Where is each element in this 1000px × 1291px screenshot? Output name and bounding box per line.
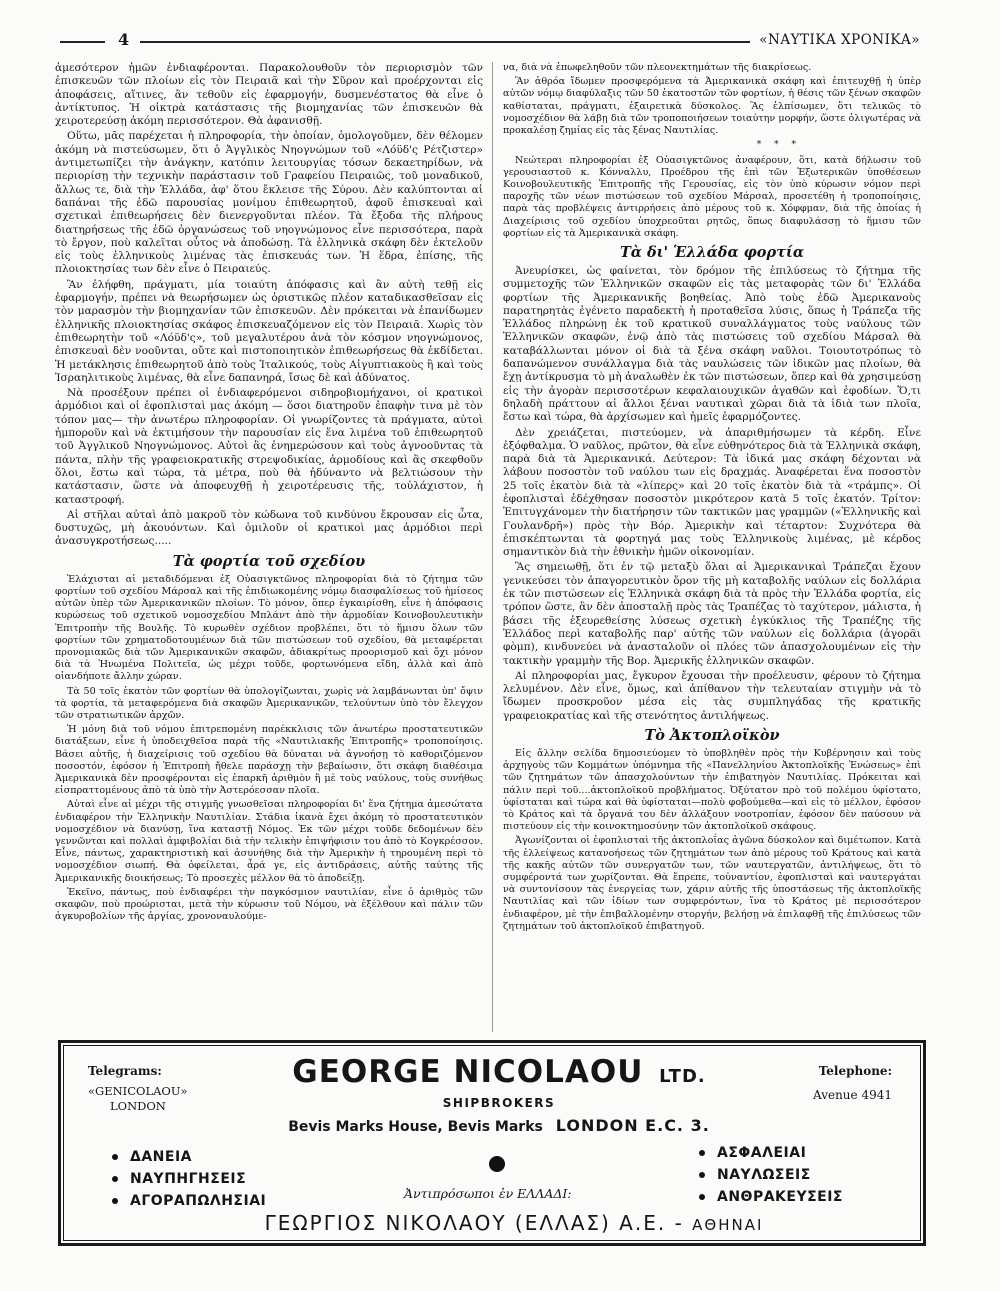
cable-address: «GENICOLAOU» [88, 1084, 188, 1098]
representatives-label: Ἀντιπρόσωποι ἐν ΕΛΛΑΔΙ: [404, 1186, 572, 1201]
company-name-block [284, 1054, 714, 1090]
page-header [60, 30, 920, 52]
paragraph: να, διὰ νὰ ἐπωφεληθοῦν τῶν πλεονεκτημάτων τῆς διακρίσεως. [503, 62, 812, 73]
service-label: ΝΑΥΛΩΣΕΙΣ [717, 1167, 811, 1183]
paragraph: Τὰ 50 τοῖς ἑκατὸν τῶν φορτίων θὰ ὑπολογίζωνται, χωρὶς νὰ λαμβάνωνται ὑπ' ὄψιν τὰ φορτία, τὰ μεταφερόμενα διὰ σκαφῶν Ἀμερικανικῶν, τελούντων ὑπὸ τὸν ἔλεγχον τῶν στρατιωτικῶν ἀρχῶν. [55, 685, 483, 721]
right-column [503, 62, 921, 1032]
paragraph: Ἡ μόνη διὰ τοῦ νόμου ἐπιτρεπομένη παρέκκλισις τῶν ἀνωτέρω προστατευτικῶν διατάξεων, εἶνε ἡ ὑποδειχθεῖσα παρὰ τῆς «Ναυτιλιακῆς Ἐπιτροπῆς» τροποποίησις. Βάσει αὐτῆς, ἡ διαχείρισις τοῦ σχεδίου θὰ δύναται νὰ ἀγνοήσῃ τὸ καθοριζόμενον ποσοστόν, ἐφόσον ἡ Ἐπιτροπὴ ἤθελε παράσχῃ τὴν βεβαίωσιν, ὅτι σκάφη διαθέσιμα Ἀμερικανικὰ δὲν προσφέρονται εἰς ἐπαρκῆ ἀριθμὸν ἢ μὲ τοὺς ναύλους, τοὺς συνήθως εἰσπραττομένους ἀπὸ τὰ ὑπὸ τὴν Ἀστερόεσσαν πλοῖα. [55, 724, 483, 797]
company-suffix: LTD. [659, 1066, 706, 1087]
section-heading-coastal-shipping: Τὸ Ἀκτοπλοϊκὸν [644, 727, 780, 745]
paragraph: Ἀγωνίζονται οἱ ἐφοπλισταὶ τῆς ἀκτοπλοΐας ἀγῶνα δύσκολον καὶ διμέτωπον. Κατὰ τῆς ἐλλείψεως κατανοήσεως τῶν ζητημάτων των ἀπὸ μέρους τοῦ Κράτους καὶ κατὰ τῆς κακῆς αὐτῶν τῶν συνεργατῶν των, τῶν ναυτεργατῶν, ἀντιλήψεως, ὅτι τὸ συμφέροντά των χωρίζονται. Θὰ ἔπρεπε, τοὐναντίον, ἐφοπλισταὶ καὶ ναυτεργάται νὰ συντονίσουν τὰς ἐνεργείας των, χάριν αὐτῆς τῆς ὑποστάσεως τῆς ἀκτοπλοϊκῆς Ναυτιλίας καὶ τῶν ἰδίων των συμφερόντων, ἵνα τὸ Κράτος μὲ περισσότερον ἐνδιαφέρον, μὲ τὴν ἐπιβαλλομένην στοργήν, βελήσῃ νὰ ἐπιλαφθῇ τῆς ἐπιλύσεως τῶν ζητημάτων τοῦ ἀκτοπλοϊκοῦ ἐπιβατηγοῦ. [503, 835, 921, 932]
service-item [112, 1146, 266, 1168]
services-left-list [112, 1146, 266, 1212]
service-item [112, 1190, 266, 1212]
paragraph: Νὰ προσέξουν πρέπει οἱ ἐνδιαφερόμενοι σιδηροβιομήχανοι, οἱ κρατικοὶ ἁρμόδιοι καὶ οἱ ἐφοπλισταὶ μας ἀκόμη — ὅσοι διατηροῦν ἐπαφὴν τινα μὲ τὸν τόπον μας— τὴν ἀνωτέρω πληροφορίαν. Οἱ γνωρίζοντες τὰ πράγματα, αὐτοὶ ἠμποροῦν καὶ νὰ ἐκτιμήσουν τὴν παρουσίαν εἰς ἕνα λιμένα τοῦ ἐπιθεωρητοῦ τοῦ Ἀγγλικοῦ Νηογνώμονος. Αὐτοὶ ἂς ἐνημερώσουν καὶ τοὺς ἀγνοοῦντας τὰ πάντα, πλὴν τῆς γραφειοκρατικῆς στρεψοδικίας, ἁρμοδίους καὶ ἂς σκεφθοῦν ὅλοι, ἔστω καὶ τώρα, τὰ μέτρα, ποὺ θὰ ἠδύναντο νὰ βελτιώσουν τὴν κατάστασιν, ὥστε νὰ ἀποφευχθῇ ἡ χειροτέρευσις τῆς, τοὐλάχιστον, ἡ καταστροφή. [55, 387, 483, 506]
service-item [699, 1164, 843, 1186]
paragraph: Δὲν χρειάζεται, πιστεύομεν, νὰ ἀπαριθμήσωμεν τὰ κέρδη. Εἶνε ἐξόφθαλμα. Ὁ ναῦλος, πρῶτον, θὰ εἶνε εὐθηνότερος διὰ τὰ Ἑλληνικὰ σκάφη, παρὰ διὰ τὰ Ἀμερικανικά. Δεύτερον: Τὰ ἰδικά μας σκάφη δέχονται νὰ λάβουν ποσοστὸν τοῦ ναύλου των εἰς δραχμάς. Ἀναφέρεται ἕνα ποσοστὸν 25 τοῖς ἑκατὸν διὰ τὰ «λίπερς» καὶ 20 τοῖς ἑκατὸν διὰ τὰ «τράμπς». Οἱ ἐφοπλισταὶ ἐδέχθησαν ποσοστὸν μικρότερον κατὰ 5 τοῖς ἑκατόν. Τρίτον: Ἐπιτυγχάνομεν τὴν διατήρησιν τῶν τακτικῶν μας γραμμῶν («Ἑλληνικῆς καὶ Γουλανδρῆ») πρὸς τὴν Βόρ. Ἀμερικὴν καὶ τέταρτον: Συχνότερα θὰ ἐπισκέπτωνται τὰ φορτηγά μας τοὺς Ἑλληνικοὺς λιμένας, μὲ κέρδος σημαντικὸν διὰ τὴν ἐθνικὴν ἡμῶν οἰκονομίαν. [503, 426, 921, 559]
paragraph: Ἐλάχισται αἱ μεταδιδόμεναι ἐξ Οὐασιγκτῶνος πληροφορίαι διὰ τὸ ζήτημα τῶν φορτίων τοῦ σχεδίου Μάρσαλ καὶ τῆς ἐπιδιωκομένης νόμῳ διασφαλίσεως τοῦ ἡμίσεος αὐτῶν ὑπὲρ τῶν Ἀμερικανικῶν πλοίων. Τὸ μόνον, ὅπερ ἐγκαιρίσθη, εἶνε ἡ ἀπόφασις κυρώσεως τοῦ σχετικοῦ νομοσχεδίου Μπλάντ ἀπὸ τὴν ἁρμοδίαν Κοινοβουλευτικὴν Ἐπιτροπὴν τῆς Βουλῆς. Τὸ κυρωθὲν σχέδιον προβλέπει, ὅτι τὸ ἥμισυ ὅλων τῶν φορτίων τῶν χρηματοδοτουμένων διὰ τῶν πιστώσεων τοῦ σχεδίου, θὰ μεταφέρεται προνομιακῶς διὰ τῶν Ἀμερικανικῶν σκαφῶν, ἀδιακρίτως προορισμοῦ καὶ ὄχι μόνον διὰ τὰ Ἡνωμένα Πολιτεῖα, ὡς μέχρι τοῦδε, φορτωνόμενα εἴδη, ἀλλὰ καὶ ἀπὸ οἱανδήποτε ἄλλην χώραν. [55, 573, 483, 683]
address-city: LONDON E.C. 3. [555, 1116, 710, 1135]
paragraph: Ἐκεῖνο, πάντως, ποὺ ἐνδιαφέρει τὴν παγκόσμιον ναυτιλίαν, εἶνε ὁ ἀριθμὸς τῶν σκαφῶν, ποὺ προώρισται, μετὰ τὴν κύρωσιν τοῦ Νόμου, νὰ ἐξέλθουν καὶ πάλιν τῶν ἀγκυροβολίων τῆς ἀργίας, χρονοναυλούμε- [55, 886, 483, 923]
service-item [699, 1142, 843, 1164]
bullet-icon [699, 1172, 705, 1178]
cable-address-block [88, 1084, 188, 1114]
paragraph: Νεώτεραι πληροφορίαι ἐξ Οὐασιγκτῶνος ἀναφέρουν, ὅτι, κατὰ δήλωσιν τοῦ γερουσιαστοῦ κ. Κόνναλλυ, Προέδρου τῆς ἐπὶ τῶν Ἐξωτερικῶν ὑποθέσεων Κοινοβουλευτικῆς Ἐπιτροπῆς τῆς Γερουσίας, εἰς τὸν ὑπὸ κύρωσιν νόμον περὶ παροχῆς τῶν νέων πιστώσεων τοῦ σχεδίου Μάρσαλ, προσετέθη ἡ τροποποίησις, παρὰ τὰς προβλέψεις ἀντιρρήσεις ἀπὸ μέρους τοῦ κ. Χόφφμαν, διὰ τῆς ὁποίας ἡ Διαχείρισις τοῦ σχεδίου ὑποχρεοῦται ρητῶς, ὅπως διαφυλάσσῃ τὸ ἥμισυ τῶν φορτίων εἰς τὰ Ἀμερικανικὰ σκάφη. [503, 154, 921, 239]
paragraph: Αὐταὶ εἶνε αἱ μέχρι τῆς στιγμῆς γνωσθεῖσαι πληροφορίαι δι' ἕνα ζήτημα ἀμεσώτατα ἐνδιαφέρον τὴν Ἑλληνικὴν Ναυτιλίαν. Στάδια ἱκανὰ ἔχει ἀκόμη τὸ προστατευτικὸν νομοσχέδιον νὰ διανύσῃ, ἵνα καταστῇ Νόμος. Ἐκ τῶν μέχρι τοῦδε δεδομένων δὲν γεννῶνται καὶ πολλαὶ ἀμφιβολίαι διὰ τὴν τελικὴν ἐπιψήφισιν του ἀπὸ τὸ Κογκρέσσον. Εἶνε, πάντως, χαρακτηριστικὴ καὶ ἀσυνήθης διὰ τὴν Ἀμερικὴν ἡ τηρουμένη περὶ τὸ νομοσχέδιον σιωπή. Θὰ ὀφείλεται, ἆρά γε, εἰς ἀντιδράσεις, αὐτῆς ταύτης τῆς Ἀμερικανικῆς διοικήσεως; Τὸ προσεχὲς μέλλον θὰ τὸ ἀποδείξῃ. [55, 799, 483, 884]
paragraph: Ἂν ἐλήφθη, πράγματι, μία τοιαύτη ἀπόφασις καὶ ἂν αὐτὴ τεθῇ εἰς ἐφαρμογήν, πρέπει νὰ θεωρήσωμεν ὡς ὁριστικῶς πλέον καταδικασθεῖσαν εἰς τὸν μαρασμὸν τὴν βιομηχανίαν τῶν ἐπισκευῶν. Δὲν πρόκειται νὰ ἐπανίδωμεν ἑλληνικῆς πλοιοκτησίας σκάφος ἐπισκευαζόμενον εἰς τὸν Πειραιᾶ. Χωρὶς τὸν ἐπιθεωρητὴν τοῦ «Λόϋδ'ς», τοῦ μεγαλυτέρου ἀνὰ τὸν κόσμον νηογνώμονος, ἐπισκευαὶ δὲν νοοῦνται, οὔτε καὶ πιστοποιητικὸν ἐπιθεωρήσεως θὰ ἐκδίδεται. Ἡ μετάκλησις ἐπιθεωρητοῦ ἀπὸ τοὺς Ἰταλικούς, τοὺς Αἰγυπτιακοὺς ἢ καὶ τοὺς Ἰσραηλιτικοὺς λιμένας, θὰ εἶνε δαπανηρά, ἴσως δὲ καὶ ἀδύνατος. [55, 278, 483, 384]
paragraph: ἀμεσότερον ἡμῶν ἐνδιαφέρονται. Παρακολουθοῦν τὸν περιορισμὸν τῶν ἐπισκευῶν τῶν πλοίων εἰς τὸν Πειραιᾶ καὶ τὴν Σῦρον καὶ προέρχονται εἰς ἀποφάσεις, αἵτινες, ἂν τεθοῦν εἰς ἐφαρμογήν, δυσμενέστατος θὰ εἶνε ὁ ἀντίκτυπος. Ἡ οἰκτρὰ κατάστασις τῆς βιομηχανίας τῶν ἐπισκευῶν θὰ χειροτερεύσῃ ἀκόμη περισσότερον. Θὰ ἀφανισθῇ. [55, 62, 483, 128]
service-item [699, 1186, 843, 1208]
service-label: ΔΑΝΕΙΑ [130, 1149, 192, 1165]
greek-company-city: ΑΘΗΝΑΙ [692, 1216, 764, 1234]
services-right-list [699, 1142, 843, 1208]
service-label: ΑΣΦΑΛΕΙΑΙ [717, 1145, 807, 1161]
bullet-icon [112, 1176, 118, 1182]
company-role: SHIPBROKERS [442, 1096, 556, 1110]
service-item [112, 1168, 266, 1190]
paragraph: Ἂν ἀθρόα ἴδωμεν προσφερόμενα τὰ Ἀμερικανικὰ σκάφη καὶ ἐπιτευχθῇ ἡ ὑπὲρ αὐτῶν νόμῳ διαφύλαξις τῶν 50 ἑκατοστῶν τῶν φορτίων, ἡ θέσις τῶν ξένων σκαφῶν καθίσταται, πράγματι, ἐξαιρετικὰ δύσκολος. Ἂς ἐλπίσωμεν, ὅτι τελικῶς τὸ νομοσχέδιον θὰ λάβῃ διὰ τῶν τροποποιήσεων τοιαύτην μορφήν, ὥστε ὀλιγωτέρας νὰ προκαλέσῃ ζημίας εἰς τὰς ξένας Ναυτιλίας. [503, 76, 921, 137]
cable-city: LONDON [110, 1099, 166, 1113]
ad-inner-border [63, 1045, 921, 1241]
bullet-icon [699, 1194, 705, 1200]
greek-company-name: ΓΕΩΡΓΙΟΣ ΝΙΚΟΛΑΟΥ (ΕΛΛΑΣ) Α.Ε. - [264, 1211, 684, 1235]
bullet-icon [699, 1150, 705, 1156]
paragraph: Οὕτω, μᾶς παρέχεται ἡ πληροφορία, τὴν ὁποίαν, ὁμολογοῦμεν, δὲν θέλομεν ἀκόμη νὰ πιστεύσωμεν, ὅτι ὁ Ἀγγλικὸς Νηογνώμων τοῦ «Λόϋδ'ς Ρέτζιστερ» ἀντιμετωπίζει τὴν ἀνάγκην, κατόπιν λειτουργίας τόσων δεκαετηρίδων, νὰ περιορίσῃ τὴν τεχνικὴν παράστασιν τοῦ Γραφείου Πειραιῶς, τοῦ μοναδικοῦ, ἄλλως τε, διὰ τὴν Ἑλλάδα, ἀφ' ὅτου ἔκλεισε τῆς Σύρου. Δὲν καλύπτονται αἱ δαπάναι τῆς ἐδῶ παρουσίας μονίμου ἐπιθεωρητοῦ, ἀφοῦ ἐπισκευαὶ καὶ σχετικαὶ ἐπιθεωρήσεις δὲν διενεργοῦνται πλέον. Τὰ ἔξοδα τῆς πλήρους διατηρήσεως τῆς ἐδῶ ὀργανώσεως τοῦ νηογνώμονος εἶνε περισσότερα, παρὰ τὸ ἔργον, ποὺ καλεῖται οὗτος νὰ ἀποδώσῃ. Τὰ ἑλληνικὰ σκάφη δὲν ἐκτελοῦν εἰς τοὺς ἑλληνικοὺς λιμένας τὰς ἐπισκευάς των. Ἡ ἕδρα, ἐπίσης, τῆς πλοιοκτησίας των δὲν εἶνε ὁ Πειραιεύς. [55, 130, 483, 276]
bullet-icon [112, 1154, 118, 1160]
left-column [55, 62, 483, 1032]
publication-title: «ΝΑΥΤΙΚΑ ΧΡΟΝΙΚΑ» [751, 32, 920, 48]
paragraph: Αἱ στῆλαι αὐταὶ ἀπὸ μακροῦ τὸν κώδωνα τοῦ κινδύνου ἔκρουσαν εἰς ὦτα, δυστυχῶς, μὴ ἀκουόντων. Καὶ ὁμιλοῦν οἱ κρατικοὶ μας ἁρμόδιοι περὶ ἀνασυγκροτήσεως..... [55, 508, 483, 548]
telephone-number: Avenue 4941 [813, 1088, 892, 1102]
separator-stars: * * * [756, 140, 801, 151]
address-line: Bevis Marks House, Bevis Marks [288, 1119, 543, 1135]
section-heading-greek-cargo: Τὰ δι' Ἑλλάδα φορτία [619, 243, 805, 261]
paragraph: Ἂς σημειωθῇ, ὅτι ἐν τῷ μεταξὺ ὅλαι αἱ Ἀμερικανικαὶ Τράπεζαι ἔχουν γενικεύσει τὸν ἀπαγορευτικὸν ὅρον τῆς μὴ καταβολῆς ναύλων εἰς δολλάρια ἐκ τῶν πιστώσεων εἰς Ἑλληνικὰ σκάφη διὰ τὰ πρὸς τὴν Ἑλλάδα φορτία, εἰς τρόπον ὥστε, ἂν δὲν ἀποσταλῇ πρὸς τὰς Τραπέζας τὸ ταχύτερον, μάλιστα, ἡ βάσει τῆς ἐξευρεθείσης λύσεως σχετικὴ ἐγκύκλιος τῆς Τραπέζης τῆς Ἑλλάδος περὶ καταβολῆς παρ' αὐτῆς τῶν ναύλων εἰς δολλάρια (ἀγορᾶι φὸμπ), κινδυνεύει νὰ ἀνασταλοῦν οἱ πλόες τῶν ἀπασχολουμένων εἰς τὴν τακτικὴν γραμμὴν τῆς Βορ. Ἀμερικῆς ἑλληνικῶν σκαφῶν. [503, 561, 921, 667]
page-number: 4 [112, 30, 135, 49]
paragraph: Αἱ πληροφορίαι μας, ἔγκυρον ἔχουσαι τὴν προέλευσιν, φέρουν τὸ ζήτημα λελυμένον. Δὲν εἶνε, ὅμως, καὶ ἀπίθανον τὴν τελευταίαν στιγμὴν νὰ τὸ ἴδωμεν προσκροῦον μέσα εἰς τὰς συμπληγάδας τῆς κρατικῆς γραφειοκρατίας καὶ τῆς στενότητος ἀντιλήψεως. [503, 669, 921, 722]
header-rule-left [60, 41, 105, 43]
header-rule-center [140, 41, 750, 43]
telegrams-label: Telegrams: [88, 1064, 162, 1078]
service-label: ΝΑΥΠΗΓΗΣΕΙΣ [130, 1171, 247, 1187]
bullet-icon [112, 1198, 118, 1204]
company-address [284, 1116, 714, 1135]
column-divider [492, 62, 493, 1032]
center-dot-ornament [489, 1156, 505, 1172]
section-heading-marshall-cargo: Τὰ φορτία τοῦ σχεδίου [172, 552, 366, 570]
paragraph: Εἰς ἄλλην σελίδα δημοσιεύομεν τὸ ὑποβληθὲν πρὸς τὴν Κυβέρνησιν καὶ τοὺς ἀρχηγοὺς τῶν Κομμάτων ὑπόμνημα τῆς «Πανελληνίου Ἀκτοπλοϊκῆς Ἑνώσεως» ἐπὶ τῶν ζητημάτων τῶν ἀπασχολούντων τὴν ἐπιβατηγὸν Ναυτιλίας. Πρόκειται καὶ πάλιν περὶ τοῦ....ἀκτοπλοϊκοῦ προβλήματος. Ὀξύτατον πρὸ τοῦ πολέμου ὑφίστατο, ὑφίσταται καὶ τώρα καὶ θὰ ὑφίσταται—πολὺ φοβούμεθα—καὶ εἰς τὸ μέλλον, ἐφόσον τὸ Κράτος καὶ τὰ ὄργανά του δὲν ἀλλάξουν νοοτροπίαν, ἐφόσον δὲν παύσουν νὰ πιστεύουν εἰς τὴν κοινοκτημοσύνην τῶν ἀκτοπλοϊκοῦ σκάφους. [503, 748, 921, 833]
service-label: ΑΝΘΡΑΚΕΥΣΕΙΣ [717, 1189, 843, 1205]
company-name: GEORGE NICOLAOU [292, 1054, 644, 1090]
telephone-label: Telephone: [818, 1064, 892, 1078]
paragraph: Ἀνευρίσκει, ὡς φαίνεται, τὸν δρόμον τῆς ἐπιλύσεως τὸ ζήτημα τῆς συμμετοχῆς τῶν Ἑλληνικῶν σκαφῶν εἰς τὰς μεταφορὰς τῶν δι' Ἑλλάδα φορτίων τῆς Ἀμερικανικῆς βοηθείας. Ἀπὸ τοὺς ἐδῶ Ἀμερικανοὺς παρατηρητὰς ἐγένετο παραδεκτὴ ἡ προταθεῖσα λύσις, ὅπως ἡ Τράπεζα τῆς Ἑλλάδος πληρώνῃ ἐκ τοῦ κρατικοῦ συναλλάγματος τοὺς ναύλους τῶν Ἑλληνικῶν σκαφῶν, ἐνῷ ἀπὸ τὰς πιστώσεις τοῦ σχεδίου Μάρσαλ θὰ καταβάλλωνται μόνον οἱ διὰ τὰ ξένα σκάφη ναῦλοι. Τοιουτοτρόπως τὸ δαπανώμενον συνάλλαγμα διὰ τὰς ναυλώσεις τῶν ἰδικῶν μας πλοίων, θὰ ἔχῃ ἀντίκρυσμα τὸ μὴ ἀναλωθὲν ἐκ τῶν πιστώσεων, ὅπερ καὶ θὰ χρησιμεύσῃ εἰς τὴν ἀγορὰν περισσοτέρων κεφαλαιουχικῶν ἀγαθῶν καὶ ἐφοδίων. Ὅ,τι δηλαδὴ πράττουν αἱ ἄλλοι ξέναι ναυτικαὶ χῶραι διὰ τὰ ἰδιὰ των πλοῖα, ἔστω καὶ τώρα, θὰ ἀρχίσωμεν καὶ ἡμεῖς ἐφαρμόζοντες. [503, 264, 921, 424]
greek-company-line [164, 1211, 864, 1235]
service-label: ΑΓΟΡΑΠΩΛΗΣΙΑΙ [130, 1193, 267, 1209]
advertisement-george-nicolaou [58, 1040, 926, 1246]
